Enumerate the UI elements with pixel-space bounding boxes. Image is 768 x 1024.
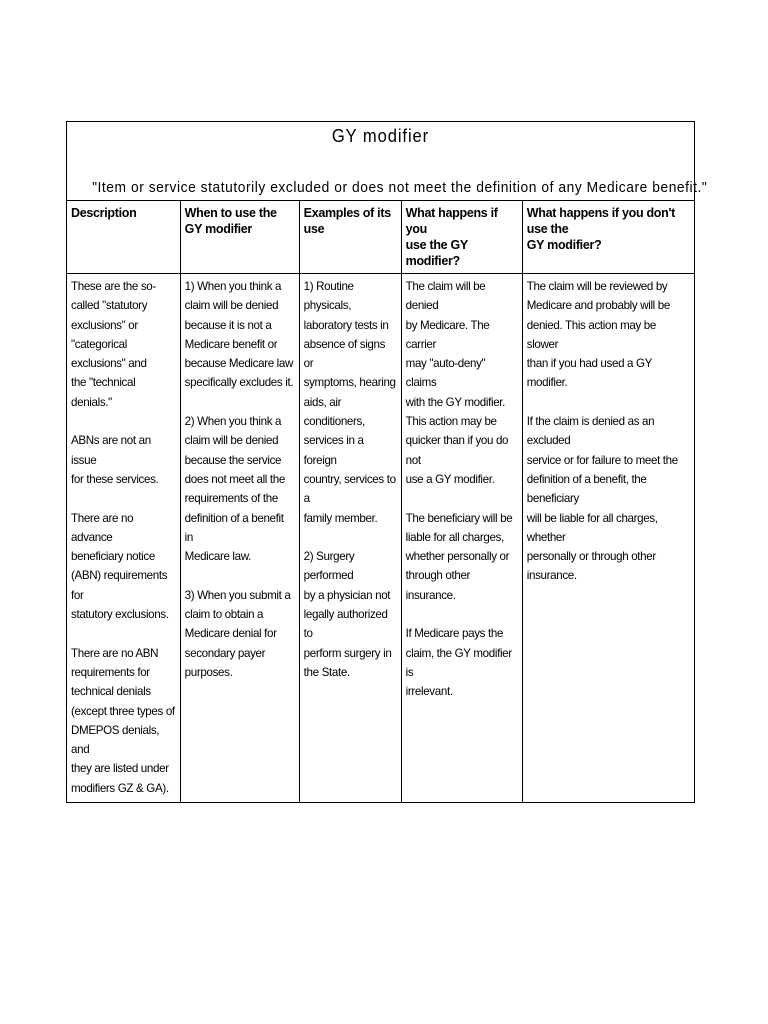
body-row — [67, 274, 695, 803]
cell-paragraph: 1) When you think a claim will be denied because it is not a Medicare benefit or because Medicare law specifically excludes it. — [184, 280, 294, 390]
when-to-use-cell — [180, 274, 299, 803]
table-subtitle: "Item or service statutorily excluded or does not meet the definition of any Medicare benefit." — [92, 179, 708, 196]
cell-paragraph: If the claim is denied as an excluded service or for failure to meet the definition of a benefit, the beneficiary will be liable for all charges, whether personally or through other insurance. — [526, 415, 678, 583]
header-description — [67, 201, 181, 274]
header-when-to-use — [180, 201, 299, 274]
cell-paragraph: The beneficiary will be liable for all charges, whether personally or through other insurance. — [405, 511, 513, 602]
table-title: GY modifier — [331, 126, 430, 146]
cell-paragraph: There are no ABN requirements for technical denials (except three types of DMEPOS denials, and they are listed under modifiers GZ & GA). — [71, 646, 175, 795]
title-cell — [67, 122, 708, 201]
cell-paragraph: These are the so- called "statutory exclusions" or "categorical exclusions" and the "technical denials." — [71, 280, 156, 409]
cell-paragraph: 3) When you submit a claim to obtain a Medicare denial for secondary payer purposes. — [184, 588, 291, 679]
header-row — [67, 201, 695, 274]
cell-paragraph: 2) Surgery performed by a physician not legally authorized to perform surgery in the State. — [303, 550, 392, 679]
cell-paragraph: If Medicare pays the claim, the GY modifier is irrelevant. — [405, 627, 512, 699]
cell-paragraph: The claim will be denied by Medicare. The carrier may "auto-deny" claims with the GY modifier. This action may be quicker than if you do not use a GY modifier. — [405, 280, 509, 486]
header-if-use — [401, 201, 522, 274]
header-label: What happens if you don't use the GY modifier? — [526, 206, 675, 252]
cell-paragraph: There are no advance beneficiary notice (ABN) requirements for statutory exclusions. — [71, 511, 169, 622]
description-cell — [67, 274, 181, 803]
header-label: Description — [71, 206, 137, 220]
examples-cell — [299, 274, 401, 803]
header-examples — [299, 201, 401, 274]
header-label: When to use the GY modifier — [184, 206, 277, 236]
gy-modifier-table — [66, 121, 708, 803]
header-if-not-use — [522, 201, 694, 274]
if-not-use-cell — [522, 274, 694, 803]
cell-paragraph: The claim will be reviewed by Medicare and probably will be denied. This action may be slower than if you had used a GY modifier. — [526, 280, 670, 390]
header-label: What happens if you use the GY modifier? — [405, 206, 498, 268]
cell-paragraph: ABNs are not an issue for these services. — [71, 434, 159, 486]
cell-paragraph: 2) When you think a claim will be denied because the service does not meet all the requirements of the definition of a benefit in Medicare law. — [184, 415, 285, 564]
header-label: Examples of its use — [303, 206, 391, 236]
title-row — [67, 122, 695, 201]
cell-paragraph: 1) Routine physicals, laboratory tests in absence of signs or symptoms, hearing aids, air conditioners, services in a foreign country, services to a family member. — [303, 280, 396, 525]
if-use-cell — [401, 274, 522, 803]
